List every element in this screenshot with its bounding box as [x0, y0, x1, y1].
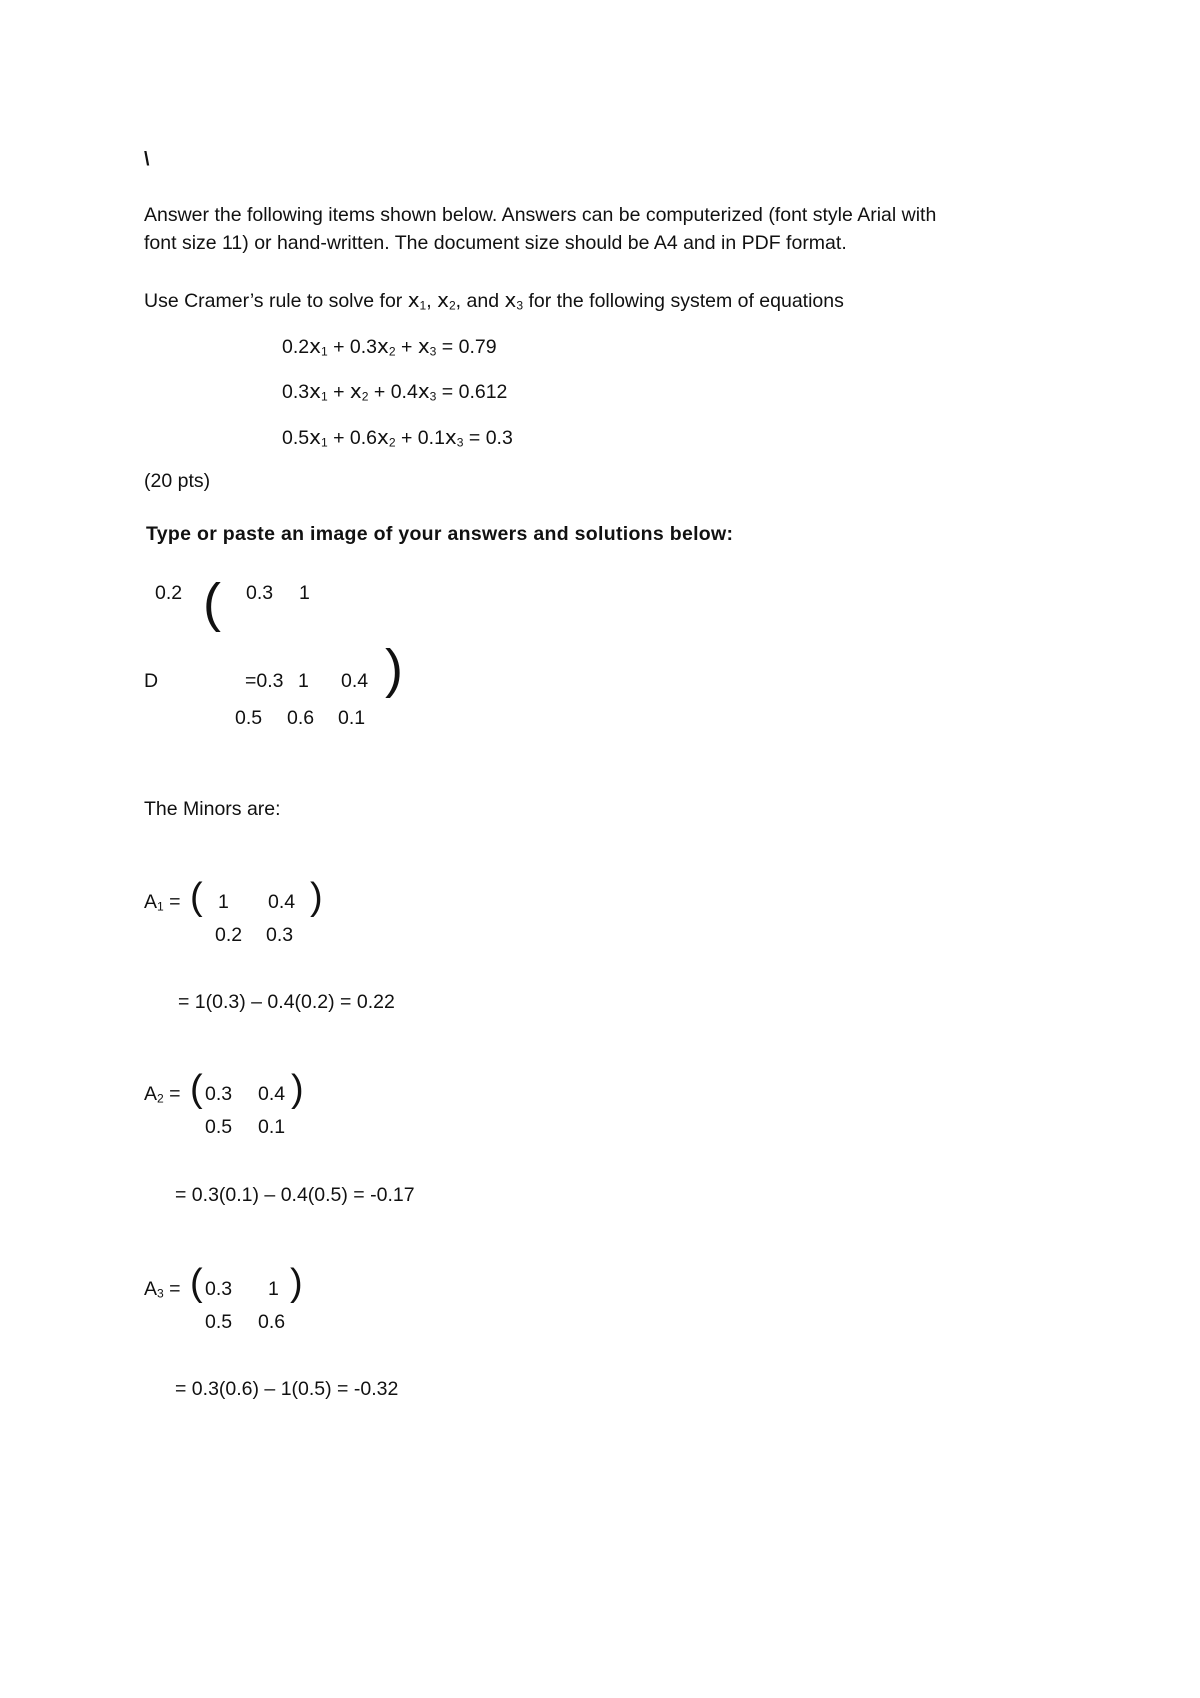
det-r2-c3: 0.4	[341, 670, 369, 692]
minor-a2-r1-c2: 0.4	[258, 1083, 286, 1105]
instructions-line-2: font size 11) or hand-written. The document size should be A4 and in PDF format.	[144, 232, 847, 254]
minor-a1-r2-c2: 0.3	[266, 924, 294, 946]
points-label: (20 pts)	[144, 470, 211, 492]
minors-heading: The Minors are:	[144, 798, 281, 820]
minor-a1-result: = 1(0.3) – 0.4(0.2) = 0.22	[178, 991, 395, 1013]
answer-prompt: Type or paste an image of your answers and solutions below:	[146, 523, 734, 545]
det-r3-c2: 0.6	[287, 707, 315, 729]
instructions-line-1: Answer the following items shown below. Answers can be computerized (font style Arial with	[144, 204, 937, 226]
equation-1: $0.2x_1 + 0.3x_2 + x_3 = 0.79$	[282, 334, 497, 359]
det-open-paren: (	[203, 573, 221, 633]
det-r1-c1: 0.2	[155, 582, 183, 604]
minor-a3-open-paren: (	[190, 1262, 203, 1304]
minor-a2-r1-c1: 0.3	[205, 1083, 233, 1105]
det-r1-c2: 0.3	[246, 582, 274, 604]
det-r2-c2: 1	[298, 670, 309, 692]
minor-a1-close-paren: )	[310, 876, 323, 918]
minor-a3-r2-c2: 0.6	[258, 1311, 286, 1333]
det-close-paren: )	[385, 639, 403, 699]
minor-a1-label: $A_1$ =	[144, 891, 181, 914]
minor-a3-result: = 0.3(0.6) – 1(0.5) = -0.32	[175, 1378, 399, 1400]
minor-a3-close-paren: )	[290, 1262, 303, 1304]
minor-a3-label: $A_3$ =	[144, 1278, 181, 1301]
det-r2-c1: =0.3	[245, 670, 284, 692]
minor-a2-close-paren: )	[291, 1068, 304, 1110]
minor-a2-open-paren: (	[190, 1068, 203, 1110]
minor-a2-r2-c2: 0.1	[258, 1116, 286, 1138]
det-r3-c1: 0.5	[235, 707, 263, 729]
question-text: Use Cramer’s rule to solve for $x_1$, $x_2$, and $x_3$ for the following system of equations	[144, 288, 844, 313]
minor-a2-r2-c1: 0.5	[205, 1116, 233, 1138]
equation-2: $0.3x_1 + x_2 + 0.4x_3 = 0.612$	[282, 379, 508, 404]
minor-a1-r1-c1: 1	[218, 891, 229, 913]
minor-a3-r2-c1: 0.5	[205, 1311, 233, 1333]
minor-a1-open-paren: (	[190, 876, 203, 918]
minor-a1-r1-c2: 0.4	[268, 891, 296, 913]
minor-a3-r1-c1: 0.3	[205, 1278, 233, 1300]
det-label: D	[144, 670, 159, 692]
minor-a1-r2-c1: 0.2	[215, 924, 243, 946]
minor-a2-result: = 0.3(0.1) – 0.4(0.5) = -0.17	[175, 1184, 415, 1206]
det-r1-c3: 1	[299, 582, 310, 604]
minor-a3-r1-c2: 1	[268, 1278, 279, 1300]
equation-3: $0.5x_1 + 0.6x_2 + 0.1x_3 = 0.3$	[282, 425, 513, 450]
det-r3-c3: 0.1	[338, 707, 366, 729]
backslash-mark: \	[144, 148, 150, 170]
minor-a2-label: $A_2$ =	[144, 1083, 181, 1106]
